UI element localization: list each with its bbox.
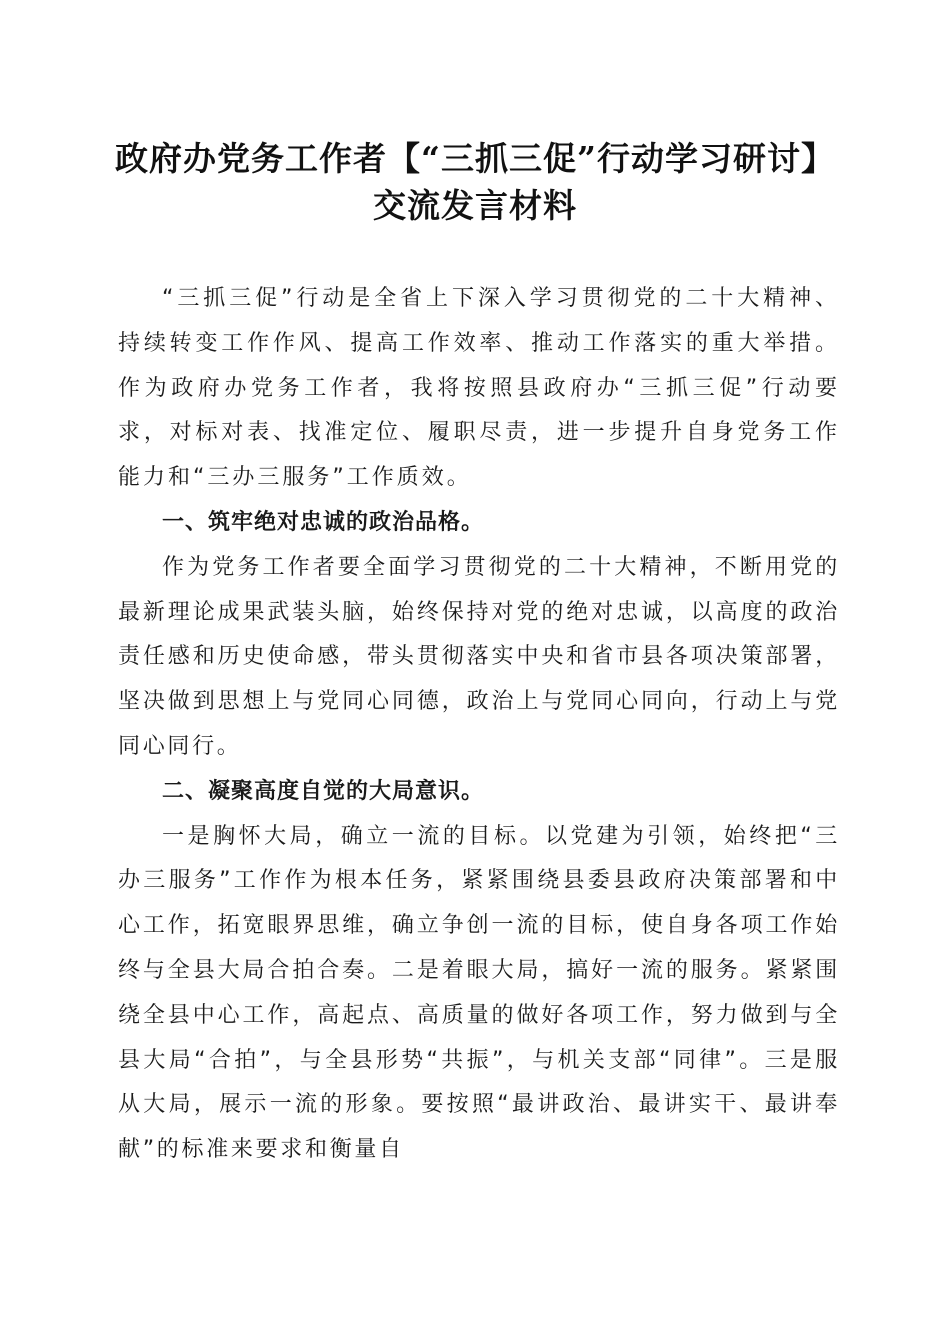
section-2-paragraph: 一是胸怀大局，确立一流的目标。以党建为引领，始终把“三办三服务”工作作为根本任务，紧紧围绕县委县政府决策部署和中心工作，拓宽眼界思维，确立争创一流的目标，使自身各项工作始终与全县大局合拍合奏。二是着眼大局，搞好一流的服务。紧紧围绕全县中心工作，高起点、高质量的做好各项工作，努力做到与全县大局“合拍”，与全县形势“共振”，与机关支部“同律”。三是服从大局，展示一流的形象。要按照“最讲政治、最讲实干、最讲奉献”的标准来要求和衡量自 <box>118 823 840 1163</box>
section-1-paragraph: 作为党务工作者要全面学习贯彻党的二十大精神，不断用党的最新理论成果武装头脑，始终保持对党的绝对忠诚，以高度的政治责任感和历史使命感，带头贯彻落实中央和省市县各项决策部署，坚决做到思想上与党同心同德，政治上与党同心同向，行动上与党同心同行。 <box>118 554 840 759</box>
document-body <box>118 277 840 1173</box>
document-title: 政府办党务工作者【“三抓三促”行动学习研讨】交流发言材料 <box>115 139 835 225</box>
section-heading-2: 二、凝聚高度自觉的大局意识。 <box>162 778 485 804</box>
intro-paragraph: “三抓三促”行动是全省上下深入学习贯彻党的二十大精神、持续转变工作作风、提高工作效率、推动工作落实的重大举措。作为政府办党务工作者，我将按照县政府办“三抓三促”行动要求，对标对表、找准定位、履职尽责，进一步提升自身党务工作能力和“三办三服务”工作质效。 <box>118 286 840 491</box>
section-heading-1: 一、筑牢绝对忠诚的政治品格。 <box>162 509 485 535</box>
